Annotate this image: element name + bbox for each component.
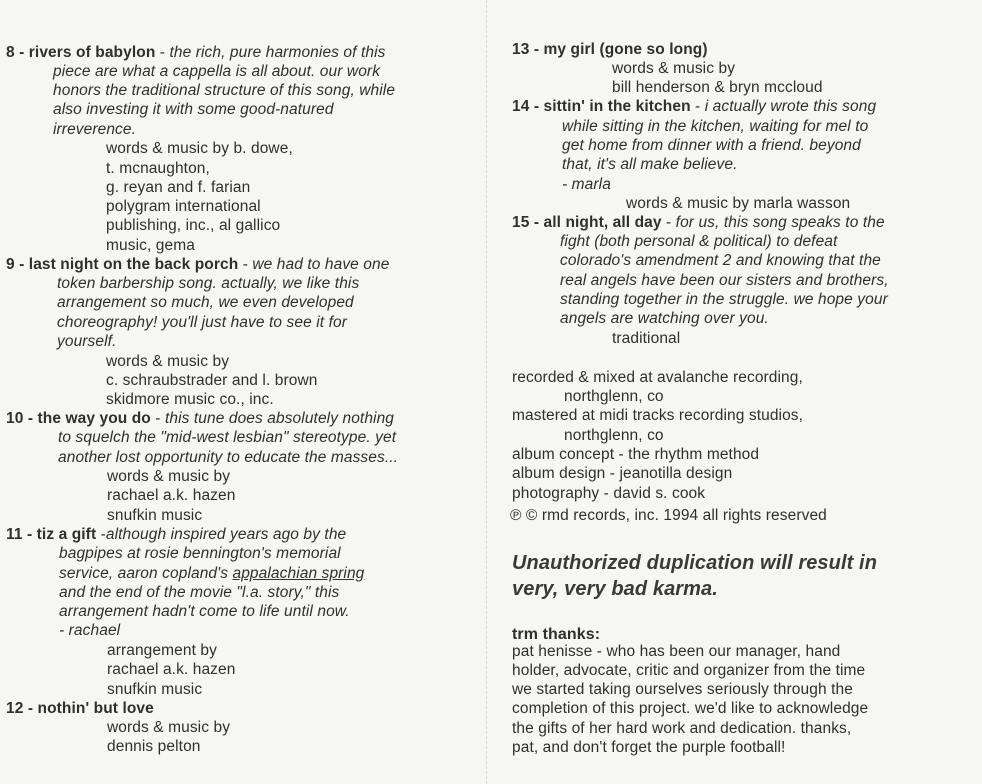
track-9-desc: yourself. xyxy=(57,333,117,350)
track-14-heading: 14 - sittin' in the kitchen xyxy=(512,98,691,115)
copyright-notice: ℗ © rmd records, inc. 1994 all rights reserved xyxy=(510,507,827,524)
track-10-desc: this tune does absolutely nothing xyxy=(164,410,395,427)
track-10-credit: snufkin music xyxy=(107,507,203,524)
track-8-desc: also investing it with some good-natured xyxy=(53,101,334,118)
production-credit: mastered at midi tracks recording studios, xyxy=(512,407,804,424)
track-15-desc: standing together in the struggle. we hope your xyxy=(560,291,888,308)
track-9-heading: 9 - last night on the back porch xyxy=(6,256,239,273)
thanks-text: we started taking ourselves seriously through the xyxy=(512,681,853,698)
track-15-heading: 15 - all night, all day xyxy=(512,214,662,231)
thanks-heading: trm thanks: xyxy=(512,626,601,643)
track-8-credit: music, gema xyxy=(106,237,195,254)
track-11-heading: 11 - tiz a gift xyxy=(6,526,97,543)
track-14-desc: while sitting in the kitchen, waiting for mel to xyxy=(562,118,869,135)
track-9-desc: choreography! you'll just have to see it for xyxy=(57,314,347,331)
track-8-desc: the rich, pure harmonies of this xyxy=(169,44,386,61)
track-8-credit: publishing, inc., al gallico xyxy=(106,217,281,234)
track-8-credit: polygram international xyxy=(106,198,261,215)
thanks-text: completion of this project. we'd like to acknowledge xyxy=(512,700,869,717)
track-9-line-1: 9 - last night on the back porch - we had to have one xyxy=(6,256,390,273)
track-11-line-1: 11 - tiz a gift -although inspired years ago by the xyxy=(6,526,347,543)
track-9-desc: arrangement so much, we even developed xyxy=(57,294,354,311)
track-11-credit: rachael a.k. hazen xyxy=(107,661,236,678)
track-15-desc: real angels have been our sisters and brothers, xyxy=(560,272,889,289)
track-11-desc: arrangement hadn't come to life until now. xyxy=(59,603,350,620)
thanks-text: pat, and don't forget the purple football! xyxy=(512,739,786,756)
track-13-credit: bill henderson & bryn mccloud xyxy=(612,79,823,96)
track-10-heading: 10 - the way you do xyxy=(6,410,151,427)
track-14-desc: that, it's all make believe. xyxy=(562,156,738,173)
track-8-credit: t. mcnaughton, xyxy=(106,160,210,177)
track-10-desc: to squelch the "mid-west lesbian" stereotype. yet xyxy=(58,429,397,446)
appalachian-spring-title: appalachian spring xyxy=(232,565,365,582)
track-10-credit: rachael a.k. hazen xyxy=(107,487,236,504)
track-9-credit: c. schraubstrader and l. brown xyxy=(106,372,318,389)
duplication-warning: very, very bad karma. xyxy=(512,578,718,600)
production-credit: album design - jeanotilla design xyxy=(512,465,733,482)
track-11-desc: bagpipes at rosie bennington's memorial xyxy=(59,545,341,562)
track-12-credit: dennis pelton xyxy=(107,738,201,755)
track-13-credit: words & music by xyxy=(612,60,736,77)
track-9-desc: we had to have one xyxy=(252,256,390,273)
track-11-desc: - rachael xyxy=(59,622,121,639)
center-fold xyxy=(486,0,487,784)
track-10-desc: another lost opportunity to educate the masses... xyxy=(58,449,399,466)
track-15-desc: fight (both personal & political) to defeat xyxy=(560,233,838,250)
track-15-desc: for us, this song speaks to the xyxy=(675,214,885,231)
track-9-desc: token barbership song. actually, we like this xyxy=(57,275,360,292)
thanks-text: holder, advocate, critic and organizer from the time xyxy=(512,662,866,679)
production-credit: album concept - the rhythm method xyxy=(512,446,760,463)
track-8-desc: piece are what a cappella is all about. our work xyxy=(53,63,381,80)
track-14-desc: - marla xyxy=(562,176,611,193)
track-15-desc: angels are watching over you. xyxy=(560,310,769,327)
duplication-warning: Unauthorized duplication will result in xyxy=(512,552,878,574)
track-15-desc: colorado's amendment 2 and knowing that the xyxy=(560,252,881,269)
track-8-credit: g. reyan and f. farian xyxy=(106,179,251,196)
production-credit: photography - david s. cook xyxy=(512,485,706,502)
track-15-credit: traditional xyxy=(612,330,681,347)
production-credit: northglenn, co xyxy=(564,427,664,444)
track-11-credit: arrangement by xyxy=(107,642,217,659)
track-9-credit: words & music by xyxy=(106,353,230,370)
track-15-line-1: 15 - all night, all day - for us, this song speaks to the xyxy=(512,214,885,231)
track-12-heading: 12 - nothin' but love xyxy=(6,700,154,717)
track-8-heading: 8 - rivers of babylon xyxy=(6,44,156,61)
track-8-line-1: 8 - rivers of babylon - the rich, pure harmonies of this xyxy=(6,44,386,61)
track-11-desc: although inspired years ago by the xyxy=(105,526,347,543)
thanks-text: the gifts of her hard work and dedication. thanks, xyxy=(512,720,852,737)
track-10-line-1: 10 - the way you do - this tune does absolutely nothing xyxy=(6,410,395,427)
track-14-credit: words & music by marla wasson xyxy=(626,195,851,212)
track-11-credit: snufkin music xyxy=(107,681,203,698)
track-10-credit: words & music by xyxy=(107,468,231,485)
left-page xyxy=(0,0,485,784)
track-14-desc: get home from dinner with a friend. beyond xyxy=(562,137,861,154)
production-credit: northglenn, co xyxy=(564,388,664,405)
track-8-credit: words & music by b. dowe, xyxy=(106,140,293,157)
track-12-credit: words & music by xyxy=(107,719,231,736)
track-8-desc: irreverence. xyxy=(53,121,137,138)
track-11-desc: and the end of the movie "l.a. story," this xyxy=(59,584,340,601)
track-14-line-1: 14 - sittin' in the kitchen - i actually wrote this song xyxy=(512,98,877,115)
thanks-text: pat henisse - who has been our manager, hand xyxy=(512,643,841,660)
track-14-desc: i actually wrote this song xyxy=(704,98,877,115)
track-8-desc: honors the traditional structure of this song, while xyxy=(53,82,396,99)
track-9-credit: skidmore music co., inc. xyxy=(106,391,274,408)
track-11-desc: service, aaron copland's appalachian spring xyxy=(59,565,365,582)
production-credit: recorded & mixed at avalanche recording, xyxy=(512,369,803,386)
track-13-heading: 13 - my girl (gone so long) xyxy=(512,41,708,58)
right-page xyxy=(490,0,982,784)
